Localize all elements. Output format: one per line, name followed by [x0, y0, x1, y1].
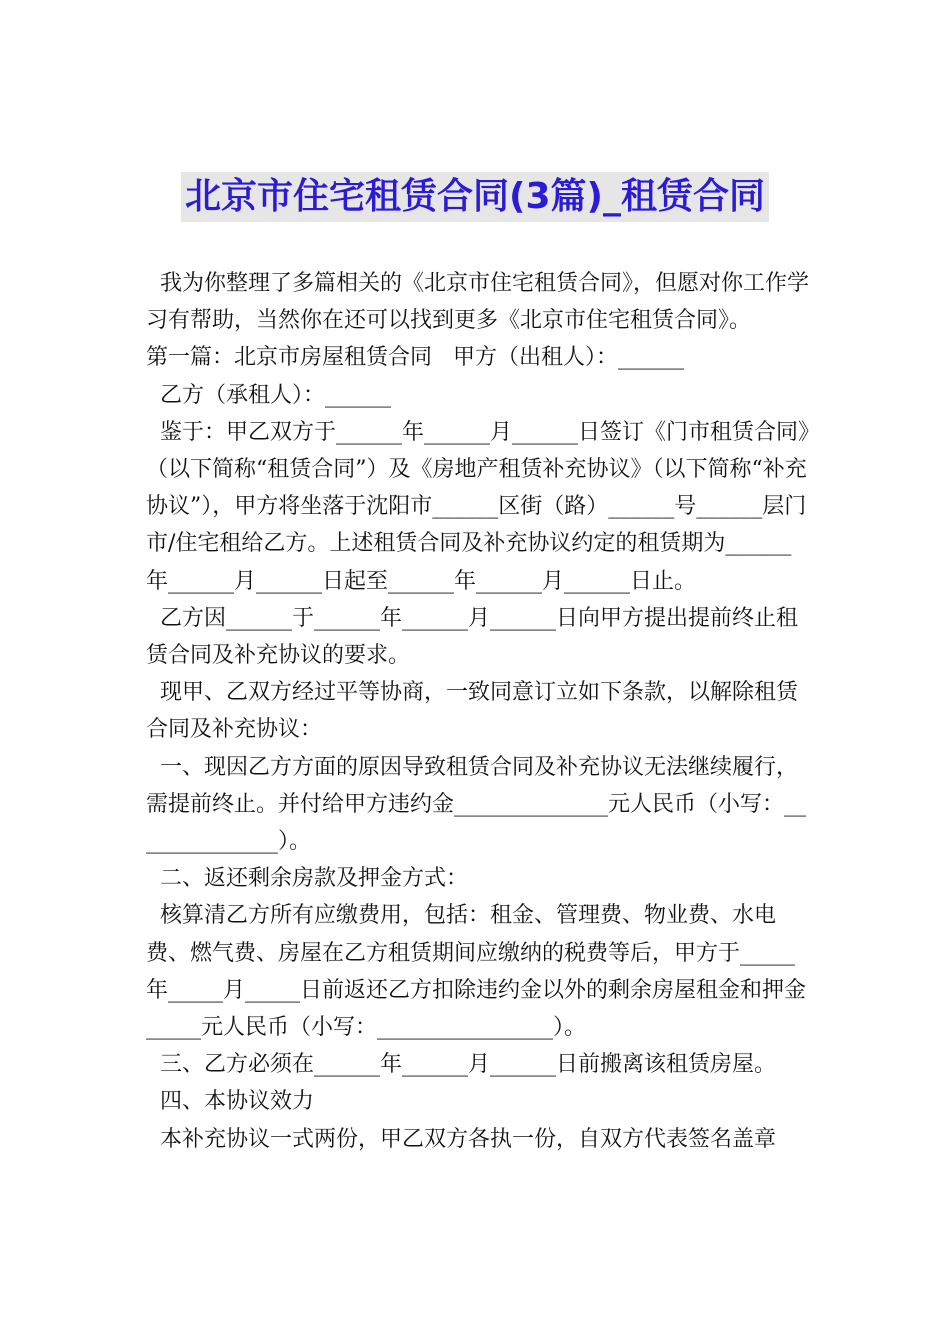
clause-one: 一、现因乙方方面的原因导致租赁合同及补充协议无法继续履行，需提前终止。并付给甲方违约金______________元人民币（小写：______________）。	[146, 754, 807, 855]
paragraph-agreement: 现甲、乙双方经过平等协商，一致同意订立如下条款，以解除租赁合同及补充协议：	[146, 680, 799, 743]
title-container	[0, 172, 950, 222]
clause-four-body: 本补充协议一式两份，甲乙双方各执一份，自双方代表签名盖章	[146, 1126, 777, 1152]
clause-three: 三、乙方必须在______年______月______日前搬离该租赁房屋。	[146, 1052, 777, 1078]
document-title: 北京市住宅租赁合同(3篇)_租赁合同	[181, 172, 769, 222]
clause-two-heading: 二、返还剩余房款及押金方式：	[146, 866, 469, 892]
paragraph-intro: 我为你整理了多篇相关的《北京市住宅租赁合同》，但愿对你工作学习有帮助，当然你在还可以找到更多《北京市住宅租赁合同》。	[146, 271, 810, 334]
clause-four-heading: 四、本协议效力	[146, 1089, 315, 1115]
clause-two-body: 核算清乙方所有应缴费用，包括：租金、管理费、物业费、水电费、燃气费、房屋在乙方租赁期间应缴纳的税费等后，甲方于_____年_____月_____日前返还乙方扣除违约金以外的剩余房屋租金和押金_____元人民币（小写：________________）。	[146, 903, 807, 1041]
paragraph-party-a: 第一篇：北京市房屋租赁合同 甲方（出租人）：______	[146, 345, 684, 371]
paragraph-whereas: 鉴于：甲乙双方于______年______月______日签订《门市租赁合同》（以下简称“租赁合同”）及《房地产租赁补充协议》（以下简称“补充协议”），甲方将坐落于沈阳市______区街（路）______号______层门市/住宅租给乙方。上述租赁合同及补充协议约定的租赁期为______年______月______日起至______年______月______日止。	[146, 419, 810, 594]
paragraph-termination-request: 乙方因______于______年______月______日向甲方提出提前终止租赁合同及补充协议的要求。	[146, 605, 799, 669]
paragraph-party-b: 乙方（承租人）：______	[146, 382, 392, 408]
document-body	[146, 265, 810, 1158]
